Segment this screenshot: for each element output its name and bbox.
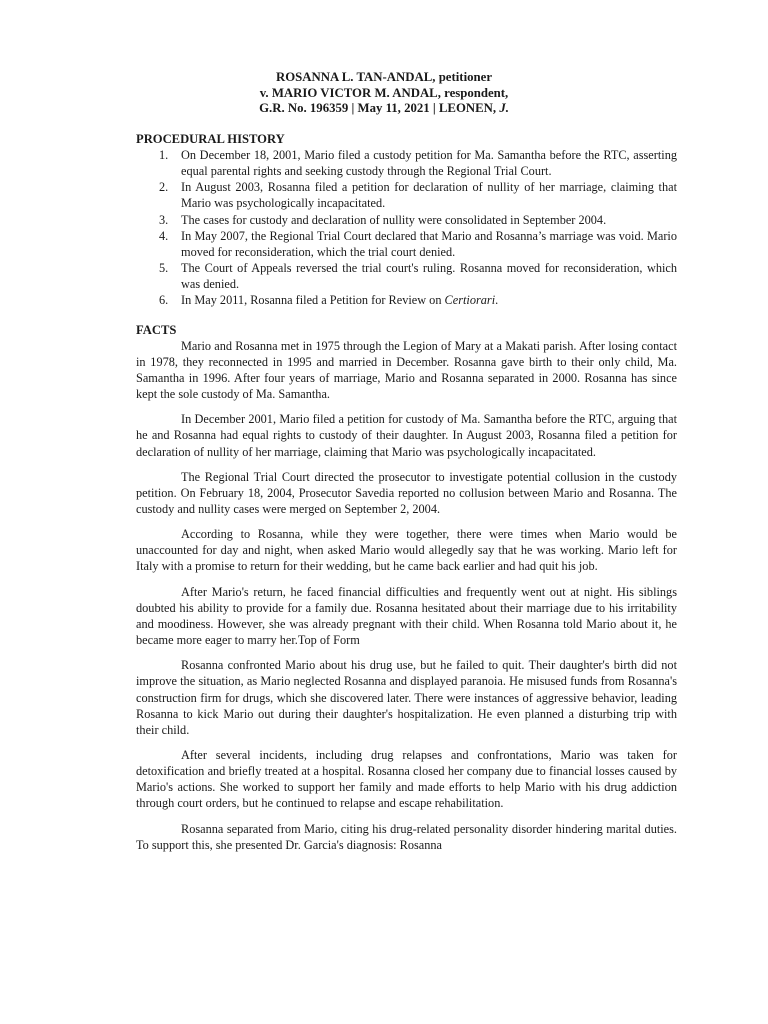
facts-heading: FACTS bbox=[136, 322, 177, 337]
list-item bbox=[136, 147, 677, 179]
facts-paragraph: The Regional Trial Court directed the prosecutor to investigate potential collusion in the custody petition. On February 18, 2004, Prosecutor Savedia reported no collusion between Mario and Rosanna. The custody and nullity cases were merged on September 2, 2004. bbox=[136, 469, 677, 516]
list-item-tail: . bbox=[495, 293, 499, 308]
case-citation-main: G.R. No. 196359 | May 11, 2021 | LEONEN, bbox=[259, 101, 500, 115]
case-citation bbox=[0, 101, 768, 117]
case-citation-justice: J. bbox=[499, 101, 509, 115]
case-title-petitioner: ROSANNA L. TAN-ANDAL, petitioner bbox=[275, 70, 492, 84]
list-item-text: The cases for custody and declaration of nullity were consolidated in September 2004. bbox=[181, 212, 607, 227]
list-item-italic: Certiorari bbox=[444, 293, 496, 308]
list-item-text: In May 2011, Rosanna filed a Petition for Review on bbox=[181, 293, 445, 308]
procedural-history-list bbox=[136, 147, 677, 309]
list-item-number: 3. bbox=[159, 212, 169, 227]
list-item-number: 1. bbox=[159, 148, 169, 162]
list-item-number: 5. bbox=[159, 261, 169, 276]
facts-paragraph: According to Rosanna, while they were together, there were times when Mario would be unaccounted for day and night, when asked Mario would allegedly say that he was working. Mario left for Italy with a promise to return for their wedding, but he came back earlier and had quit his job. bbox=[136, 527, 677, 574]
list-item-text: On December 18, 2001, Mario filed a custody petition for Ma. Samantha before the RTC, asserting equal parental rights and seeking custody through the Regional Trial Court. bbox=[181, 148, 677, 179]
facts-paragraph: After several incidents, including drug relapses and confrontations, Mario was taken for detoxification and briefly treated at a hospital. Rosanna closed her company due to financial losses caused by Mario's actions. She worked to support her family and made efforts to help Mario with his drug addiction through court orders, but he continued to relapse and escape rehabilitation. bbox=[136, 748, 677, 811]
list-item bbox=[136, 260, 677, 292]
list-item bbox=[136, 292, 677, 308]
document-body bbox=[136, 131, 677, 862]
list-item bbox=[136, 179, 677, 211]
facts-paragraph: Rosanna separated from Mario, citing his drug-related personality disorder hindering marital duties. To support this, she presented Dr. Garcia's diagnosis: Rosanna bbox=[136, 821, 677, 852]
case-title-respondent: v. MARIO VICTOR M. ANDAL, respondent, bbox=[259, 85, 509, 100]
facts-paragraph: Mario and Rosanna met in 1975 through the Legion of Mary at a Makati parish. After losing contact in 1978, they reconnected in 1995 and married in December. Rosanna gave birth to their only child, Ma. Samantha in 1996. After four years of marriage, Mario and Rosanna separated in 2000. Rosanna has since kept the sole custody of Ma. Samantha. bbox=[136, 338, 677, 402]
list-item bbox=[136, 228, 677, 260]
facts-paragraph: In December 2001, Mario filed a petition for custody of Ma. Samantha before the RTC, arguing that he and Rosanna had equal rights to custody of their daughter. In August 2003, Rosanna filed a petition for declaration of nullity of her marriage, claiming that Mario was psychologically incapacitated. bbox=[136, 412, 677, 459]
list-item-text: The Court of Appeals reversed the trial court's ruling. Rosanna moved for reconsideration, which was denied. bbox=[181, 261, 677, 292]
list-item bbox=[136, 212, 677, 228]
list-item-number: 4. bbox=[159, 228, 169, 243]
facts-paragraph: Rosanna confronted Mario about his drug use, but he failed to quit. Their daughter's birth did not improve the situation, as Mario neglected Rosanna and displayed paranoia. He misused funds from Rosanna's construction firm for drugs, which she discovered later. There were instances of aggressive behavior, leading Rosanna to kick Mario out during their daughter's hospitalization. He even planned a disturbing trip with their child. bbox=[136, 658, 677, 737]
list-item-text: In May 2007, the Regional Trial Court declared that Mario and Rosanna’s marriage was void. Mario moved for reconsideration, which the trial court denied. bbox=[181, 228, 677, 259]
list-item-number: 6. bbox=[159, 293, 169, 308]
list-item-number: 2. bbox=[159, 180, 169, 195]
facts-paragraph: After Mario's return, he faced financial difficulties and frequently went out at night. His siblings doubted his ability to provide for a family due. Rosanna hesitated about their marriage due to his irritability and moodiness. However, she was already pregnant with their child. When Rosanna told Mario about it, he became more eager to marry her.Top of Form bbox=[136, 584, 677, 648]
case-title bbox=[0, 70, 768, 117]
procedural-history-heading: PROCEDURAL HISTORY bbox=[136, 132, 285, 146]
list-item-text: In August 2003, Rosanna filed a petition for declaration of nullity of her marriage, claiming that Mario was psychologically incapacitated. bbox=[181, 180, 677, 211]
